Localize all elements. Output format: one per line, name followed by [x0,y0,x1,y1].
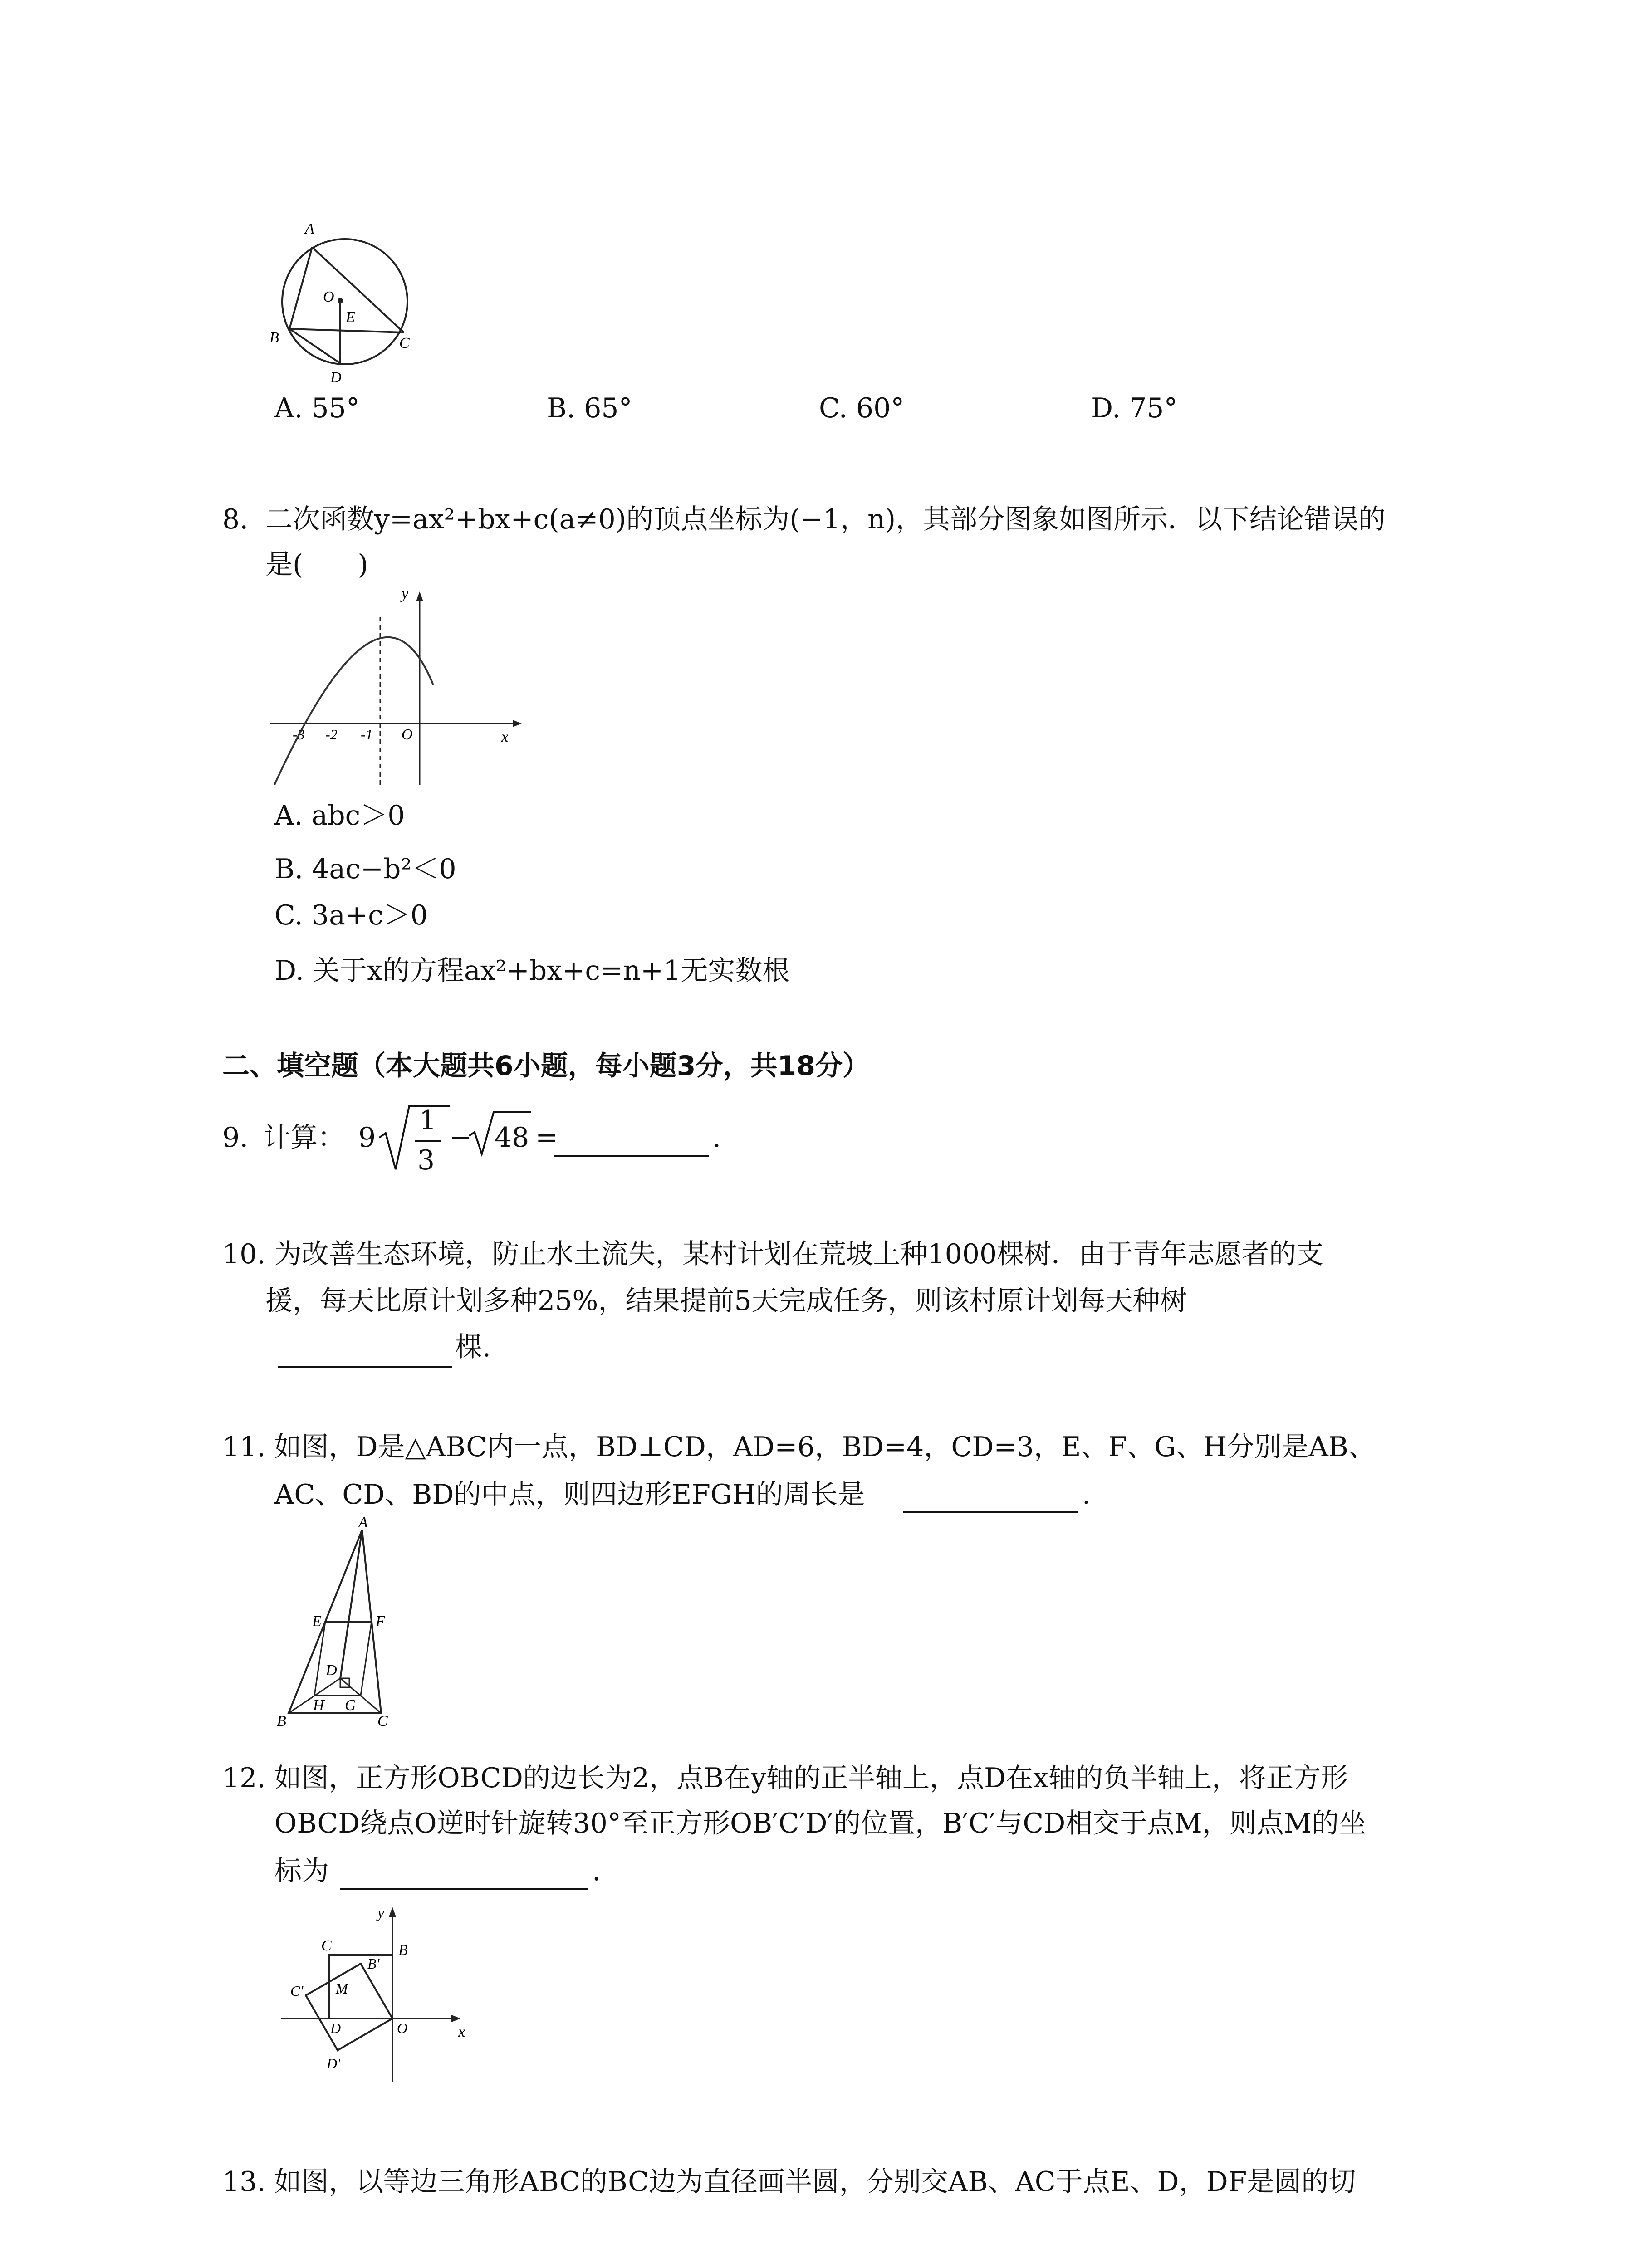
q8-option-c: C. 3a+c＞0 [274,899,428,931]
q8-label-x: x [501,728,509,745]
q7-option-c: C. 60° [819,392,905,424]
q12-label-Bprime: B' [367,1955,380,1972]
q11-period: . [1082,1479,1091,1510]
q11-label-C: C [377,1713,388,1730]
q12-label-Cprime: C' [290,1983,304,1999]
q8-label-y: y [402,586,409,602]
q7-label-B: B [269,329,279,346]
q9-coef: 9 [358,1122,376,1154]
q12-line1: 12. 如图，正方形OBCD的边长为2，点B在y轴的正半轴上，点D在x轴的负半轴上，将正方形 [222,1762,1348,1794]
q9-equals: = [535,1122,558,1154]
q8-option-b: B. 4ac−b²＜0 [274,853,456,885]
q8-option-a: A. abc＞0 [274,800,405,831]
q7-label-E: E [346,309,355,326]
q7-circle-figure [263,215,417,388]
q12-answer-blank[interactable] [340,1861,588,1890]
q10-line1: 10. 为改善生态环境，防止水土流失，某村计划在荒坡上种1000棵树．由于青年志愿者的支 [222,1238,1324,1270]
q7-label-D: D [330,369,342,386]
q7-label-O: O [323,288,334,305]
q11-label-D: D [326,1662,337,1679]
q11-label-G: G [345,1697,356,1714]
q11-label-F: F [376,1613,385,1630]
q7-label-A: A [305,220,314,237]
q12-label-Dprime: D' [327,2055,340,2072]
q9-minus: − [449,1122,472,1154]
q8-number: 8. [222,503,249,535]
q9-period: . [712,1122,721,1154]
q9-denominator: 3 [417,1144,435,1176]
q9-radicand: 48 [495,1122,529,1154]
section2-title: 二、填空题（本大题共6小题，每小题3分，共18分） [222,1050,870,1082]
q11-line2: AC、CD、BD的中点，则四边形EFGH的周长是 [274,1479,865,1510]
q11-triangle-figure [272,1517,408,1730]
q7-option-d: D. 75° [1091,392,1178,424]
q12-label-D: D [330,2020,341,2036]
q9-numerator: 1 [419,1105,437,1136]
page-number [792,2263,837,2268]
q12-line3: 标为 [274,1855,329,1887]
q12-label-O: O [397,2020,408,2036]
q7-option-a: A. 55° [274,392,360,424]
q8-stem-line1: 二次函数y=ax²+bx+c(a≠0)的顶点坐标为(−1，n)，其部分图象如图所示．以下结论错误的 [265,503,1386,535]
q8-label-neg3: -3 [293,726,305,743]
q9-number: 9. [222,1122,249,1154]
q12-label-B: B [398,1942,408,1959]
q11-label-E: E [312,1613,322,1630]
q8-label-O: O [402,726,413,743]
q10-line2: 援，每天比原计划多种25%，结果提前5天完成任务，则该村原计划每天种树 [265,1285,1187,1317]
q11-label-H: H [313,1697,324,1714]
q8-parabola-figure [265,585,538,794]
q12-period: . [592,1855,601,1887]
q12-label-x: x [458,2024,465,2040]
q11-line1: 11. 如图，D是△ABC内一点，BD⊥CD，AD=6，BD=4，CD=3，E、F、G、H分别是AB、 [222,1431,1376,1463]
q11-label-A: A [358,1517,368,1531]
q11-answer-blank[interactable] [903,1484,1078,1513]
q13-line1: 13. 如图，以等边三角形ABC的BC边为直径画半圆，分别交AB、AC于点E、D，DF是圆的切 [222,2166,1356,2198]
q12-label-M: M [336,1980,348,1997]
q8-label-neg2: -2 [325,726,338,743]
q7-option-b: B. 65° [547,392,632,424]
q8-stem-line2: 是( ) [265,549,368,581]
q9-radical-fraction [377,1097,455,1188]
q12-label-y: y [377,1905,385,1921]
q9-prefix: 计算： [263,1122,345,1154]
q8-label-neg1: -1 [361,726,373,743]
q11-label-B: B [277,1713,286,1730]
q10-unit: 棵. [455,1331,491,1363]
q7-label-C: C [399,335,410,352]
q9-answer-blank[interactable] [554,1128,709,1157]
q8-option-d: D. 关于x的方程ax²+bx+c=n+1无实数根 [274,955,790,987]
q12-line2: OBCD绕点O逆时针旋转30°至正方形OB′C′D′的位置，B′C′与CD相交于点M，则点M的坐 [274,1808,1367,1839]
q12-square-figure [272,1901,481,2091]
q12-label-C: C [321,1937,332,1954]
q10-answer-blank[interactable] [278,1339,452,1368]
